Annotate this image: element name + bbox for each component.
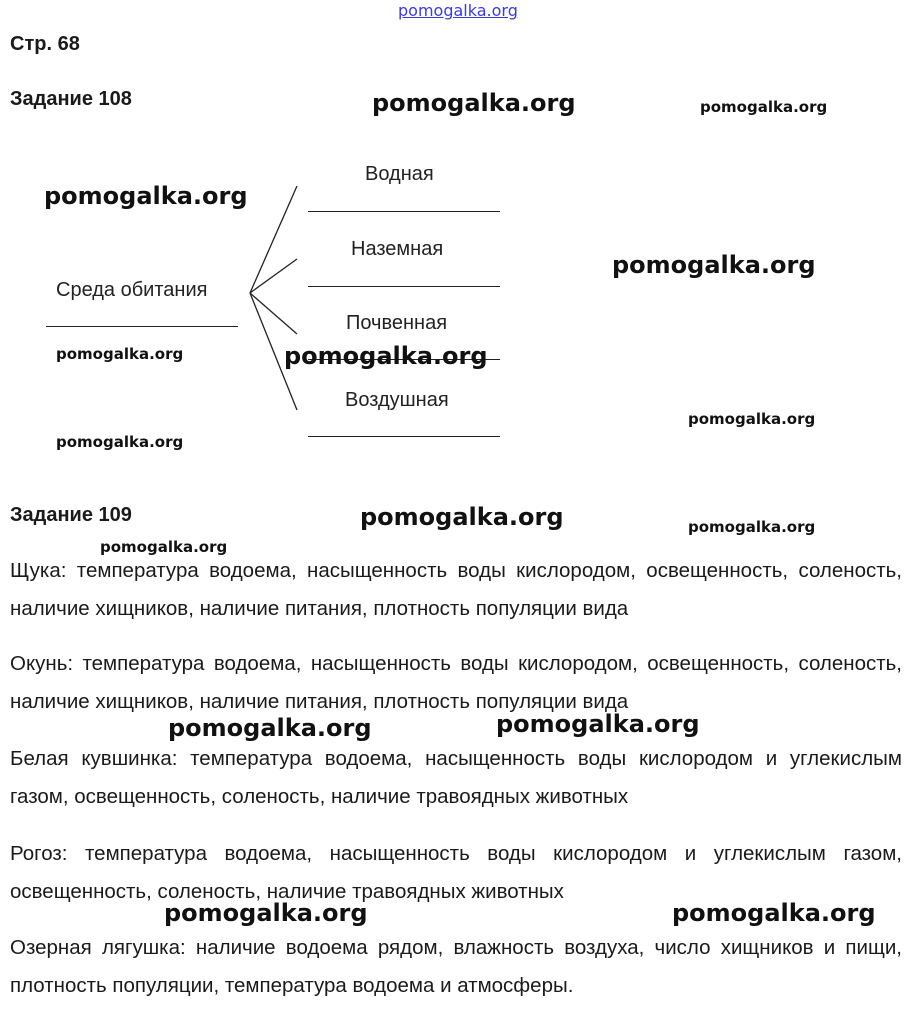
branch-underline-air <box>308 436 500 437</box>
watermark: pomogalka.org <box>168 714 372 742</box>
answer-paragraph-perch: Окунь: температура водоема, насыщенность воды кислородом, освещенность, соленость, наличие хищников, наличие питания, плотность популяции вида <box>10 652 902 713</box>
top-watermark-link[interactable]: pomogalka.org <box>398 1 518 20</box>
branch-label-water: Водная <box>365 163 434 185</box>
watermark: pomogalka.org <box>372 89 576 117</box>
root-underline <box>46 326 238 327</box>
answer-paragraph-pike: Щука: температура водоема, насыщенность воды кислородом, освещенность, соленость, наличие хищников, наличие питания, плотность популяции вида <box>10 559 902 620</box>
watermark: pomogalka.org <box>688 410 816 428</box>
watermark: pomogalka.org <box>100 538 228 556</box>
branch-label-air: Воздушная <box>345 389 449 411</box>
diagram-root-label: Среда обитания <box>56 279 208 301</box>
watermark: pomogalka.org <box>360 503 564 531</box>
branch-line-soil <box>250 293 297 334</box>
watermark: pomogalka.org <box>56 433 184 451</box>
watermark: pomogalka.org <box>164 899 368 927</box>
watermark: pomogalka.org <box>44 182 248 210</box>
answer-paragraph-water-lily: Белая кувшинка: температура водоема, насыщенность воды кислородом и углекислым газом, освещенность, соленость, наличие травоядных животных <box>10 747 902 808</box>
watermark: pomogalka.org <box>612 251 816 279</box>
branch-underline-water <box>308 211 500 212</box>
watermark: pomogalka.org <box>700 98 828 116</box>
watermark: pomogalka.org <box>496 710 700 738</box>
page-reference: Стр. 68 <box>10 33 80 55</box>
branch-underline-ground <box>308 286 500 287</box>
task-108-title: Задание 108 <box>10 88 132 110</box>
branch-line-water <box>250 186 297 293</box>
watermark: pomogalka.org <box>284 342 488 370</box>
watermark: pomogalka.org <box>688 518 816 536</box>
watermark: pomogalka.org <box>672 899 876 927</box>
watermark: pomogalka.org <box>56 345 184 363</box>
branch-label-soil: Почвенная <box>346 312 448 334</box>
branch-label-ground: Наземная <box>351 238 444 260</box>
answer-paragraph-frog: Озерная лягушка: наличие водоема рядом, влажность воздуха, число хищников и пищи, плотность популяции, температура водоема и атмосферы. <box>10 936 902 997</box>
answer-paragraph-cattail: Рогоз: температура водоема, насыщенность воды кислородом и углекислым газом, освещенность, соленость, наличие травоядных животных <box>10 842 902 903</box>
task-109-title: Задание 109 <box>10 504 132 526</box>
